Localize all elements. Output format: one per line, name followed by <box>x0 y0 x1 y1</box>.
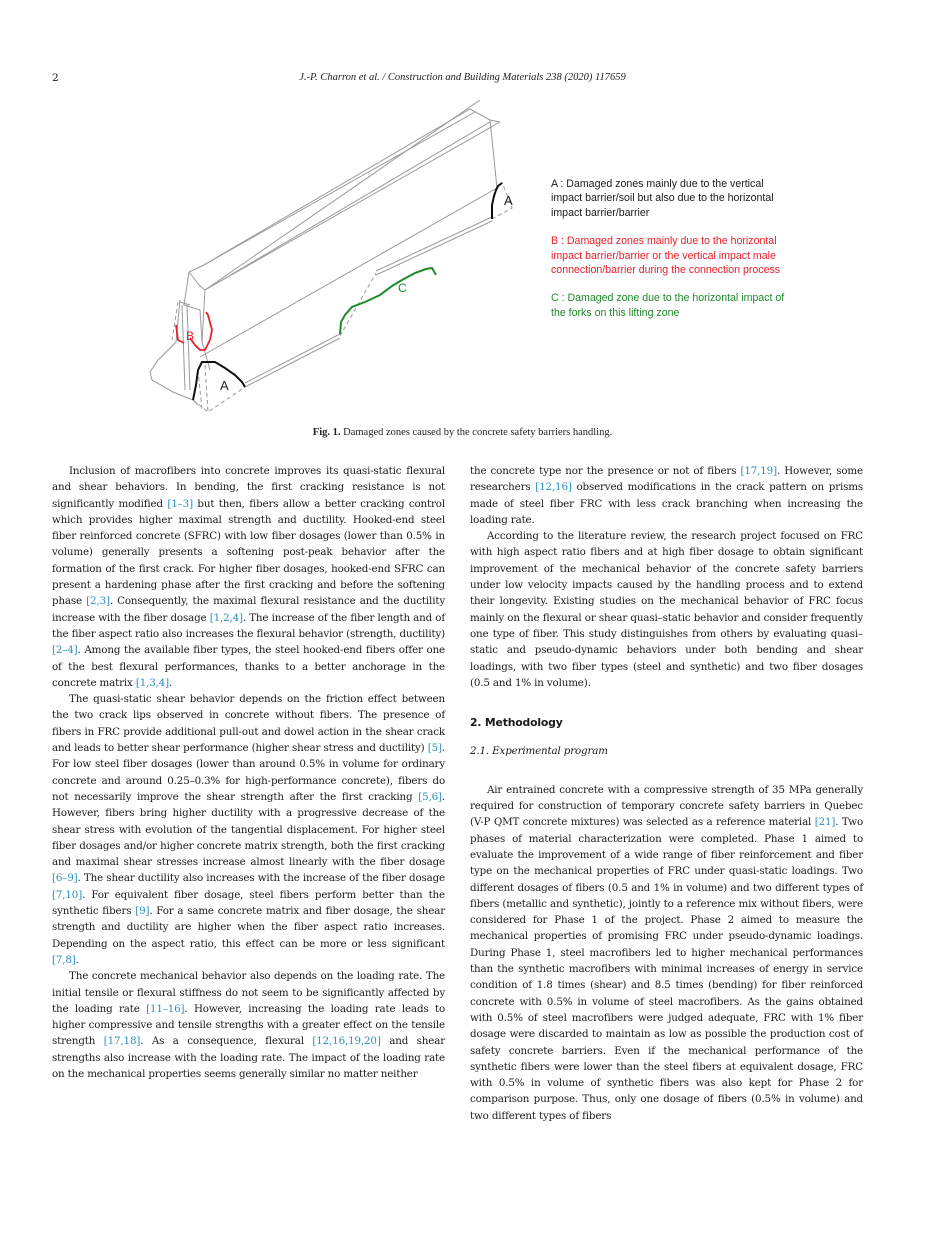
text: . For a same concrete matrix and fiber dosage, the shear strength and ductility are higher when the fiber aspect ratio increases. Depending on the aspect ratio, this effect can be more or less significant <box>52 905 445 950</box>
text: . For low steel fiber dosages (lower than around 0.5% in volume for ordinary concrete and around 0.25–0.3% for high-performance concrete), fibers do not necessarily improve the shear strength after the first cracking <box>52 742 445 803</box>
subsection-heading: 2.1. Experimental program <box>470 745 608 758</box>
right-column <box>470 463 863 1124</box>
caption-text: Damaged zones caused by the concrete safety barriers handling. <box>343 427 613 438</box>
damage-zone-a-right <box>492 183 502 219</box>
label-a-right: A <box>504 193 513 208</box>
figure-1 <box>140 100 790 420</box>
paragraph <box>470 782 863 1124</box>
text: . As a consequence, flexural <box>140 1035 313 1048</box>
paragraph: According to the literature review, the research project focused on FRC with high aspect ratio fibers and at high fiber dosage to obtain significant improvement of the mechanical behavior of the concrete safety barriers under low velocity impacts caused by the handling process and to extend their longevity. Existing studies on the mechanical behavior of FRC focus mainly on the flexural or shear quasi–static behavior and consider frequently one type of fiber. This study distinguishes from others by evaluating quasi–static and pseudo-dynamic behaviors under both bending and shear loadings, with two fiber types (steel and synthetic) and two fiber dosages (0.5 and 1% in volume). <box>470 530 863 689</box>
text: . However, increasing the loading rate leads to higher compressive and tensile strengths with a greater effect on the tensile strength <box>52 1002 445 1048</box>
legend-item-a: A : Damaged zones mainly due to the vertical impact barrier/soil but also due to the horizontal impact barrier/barrier <box>551 178 774 219</box>
text: . Two phases of material characterization were completed. Phase 1 aimed to evaluate the improvement of a wide range of fiber reinforcement and fiber type on the mechanical properties of FRC under quasi-static loadings. Two different dosages of fibers (0.5 and 1% in volume) and two different types of fibers (metallic and synthetic), jointly to a reference mix without fibers, were considered for Phase 1 of the project. Phase 2 aimed to measure the mechanical properties of promising FRC under pseudo-dynamic loadings. During Phase 1, steel macrofibers led to higher mechanical performances than the synthetic macrofibers with minimal increases of energy in service condition of 1.8 times (shear) and 8.5 times (bending) for fiber reinforced concrete with 0.5% in volume of steel macrofibers. As the gains obtained with 0.5% of steel macrofibers were judged adequate, FRC with 1% fiber dosage were discarded to maintain as low as possible the production cost of safety concrete barriers. Even if the mechanical performance of the synthetic fibers were lower than the steel fibers at equivalent dosage, FRC with 0.5% in volume of synthetic fibers was also kept for Phase 2 for comparison purpose. Thus, only one dosage of fibers (0.5% in volume) and two different types of fibers <box>470 816 863 1122</box>
citation-link[interactable]: [1,2,4] <box>209 611 243 624</box>
figure-caption <box>0 427 925 438</box>
text: . Consequently, the maximal flexural resistance and the ductility increase with the fiber dosage <box>52 595 445 624</box>
label-b: B <box>186 329 195 343</box>
citation-link[interactable]: [11–16] <box>146 1002 185 1015</box>
text: the concrete type nor the presence or not of fibers <box>470 465 741 477</box>
citation-link[interactable]: [5,6] <box>418 790 442 803</box>
text: observed modifications in the crack pattern on prisms made of steel fiber FRC with less crack branching when increasing the loading rate. <box>470 481 863 526</box>
section-heading: 2. Methodology <box>470 716 563 730</box>
text: . <box>75 953 79 966</box>
citation-link[interactable]: [2–4] <box>52 644 78 657</box>
text: . The increase of the fiber length and of the fiber aspect ratio also increases the flexural behavior (strength, ductility) <box>52 611 445 640</box>
damage-zone-c <box>340 268 436 334</box>
citation-link[interactable]: [2,3] <box>86 595 110 608</box>
citation-link[interactable]: [21] <box>814 816 836 829</box>
text: and shear strengths also increase with the loading rate. The impact of the loading rate on the mechanical properties seems generally similar no matter neither <box>52 1035 445 1080</box>
legend-item-b: B : Damaged zones mainly due to the horizontal impact barrier/barrier or the vertical impact male connection/barrier during the connection process <box>551 235 781 277</box>
paragraph <box>470 463 863 528</box>
text: The concrete mechanical behavior also depends on the loading rate. The initial tensile or flexural stiffness do not seem to be significantly affected by the loading rate <box>52 970 445 1015</box>
paragraph <box>52 968 445 1082</box>
citation-link[interactable]: [12,16,19,20] <box>312 1035 381 1048</box>
citation-link[interactable]: [9] <box>135 905 150 918</box>
paragraph <box>52 691 445 968</box>
text: Air entrained concrete with a compressive strength of 35 MPa generally required for construction of temporary concrete safety barriers in Quebec (V-P QMT concrete mixtures) was selected as a reference material <box>470 783 863 829</box>
legend-item-c: C : Damaged zone due to the horizontal impact of the forks on this lifting zone <box>551 292 785 319</box>
text: . <box>169 676 173 689</box>
left-column <box>52 463 445 1082</box>
text: . For equivalent fiber dosage, steel fibers perform better than the synthetic fibers <box>52 888 445 918</box>
text: . The shear ductility also increases with the increase of the fiber dosage <box>77 872 445 885</box>
citation-link[interactable]: [5] <box>427 742 442 755</box>
caption-label: Fig. 1. <box>312 427 341 438</box>
running-head: J.-P. Charron et al. / Construction and Building Materials 238 (2020) 117659 <box>299 72 626 83</box>
citation-link[interactable]: [1–3] <box>167 497 193 510</box>
citation-link[interactable]: [17,19] <box>740 465 777 477</box>
barrier-drawing <box>140 100 560 420</box>
citation-link[interactable]: [7,10] <box>52 888 83 901</box>
text: The quasi-static shear behavior depends on the friction effect between the two crack lips observed in concrete without fibers. The presence of fibers in FRC provide additional pull-out and dowel action in the shear crack and leads to better shear performance (higher shear stress and ductility) <box>52 693 445 755</box>
citation-link[interactable]: [1,3,4] <box>135 676 170 689</box>
figure-legend <box>551 177 791 334</box>
citation-link[interactable]: [17,18] <box>103 1035 141 1048</box>
label-c: C <box>398 281 407 295</box>
page-number: 2 <box>52 72 59 84</box>
text: Inclusion of macrofibers into concrete improves its quasi-static flexural and shear behaviors. In bending, the first cracking resistance is not significantly modified <box>52 465 445 510</box>
citation-link[interactable]: [6–9] <box>52 872 78 885</box>
label-a-left: A <box>220 378 229 393</box>
text: but then, fibers allow a better cracking control which provides higher maximal strength and ductility. Hooked-end steel fiber reinforced concrete (SFRC) with low fiber dosages (lower than 0.5% in volume) generally presents a softening post-peak behavior after the formation of the first crack. For higher fiber dosages, hooked-end SFRC can present a hardening phase after the first cracking and before the softening phase <box>52 497 445 608</box>
text: . Among the available fiber types, the steel hooked-end fibers offer one of the best flexural performances, thanks to a better anchorage in the concrete matrix <box>52 644 445 689</box>
citation-link[interactable]: [7,8] <box>52 953 76 966</box>
citation-link[interactable]: [12,16] <box>535 481 572 494</box>
text: . However, fibers bring higher ductility with a progressive decrease of the shear stress with evolution of the tangential displacement. For higher steel fiber dosages and/or higher concrete matrix strength, both the first cracking and maximal shear stresses increase almost linearly with the fiber dosage <box>52 790 445 869</box>
paragraph <box>52 463 445 691</box>
text: . However, some researchers <box>470 465 863 494</box>
